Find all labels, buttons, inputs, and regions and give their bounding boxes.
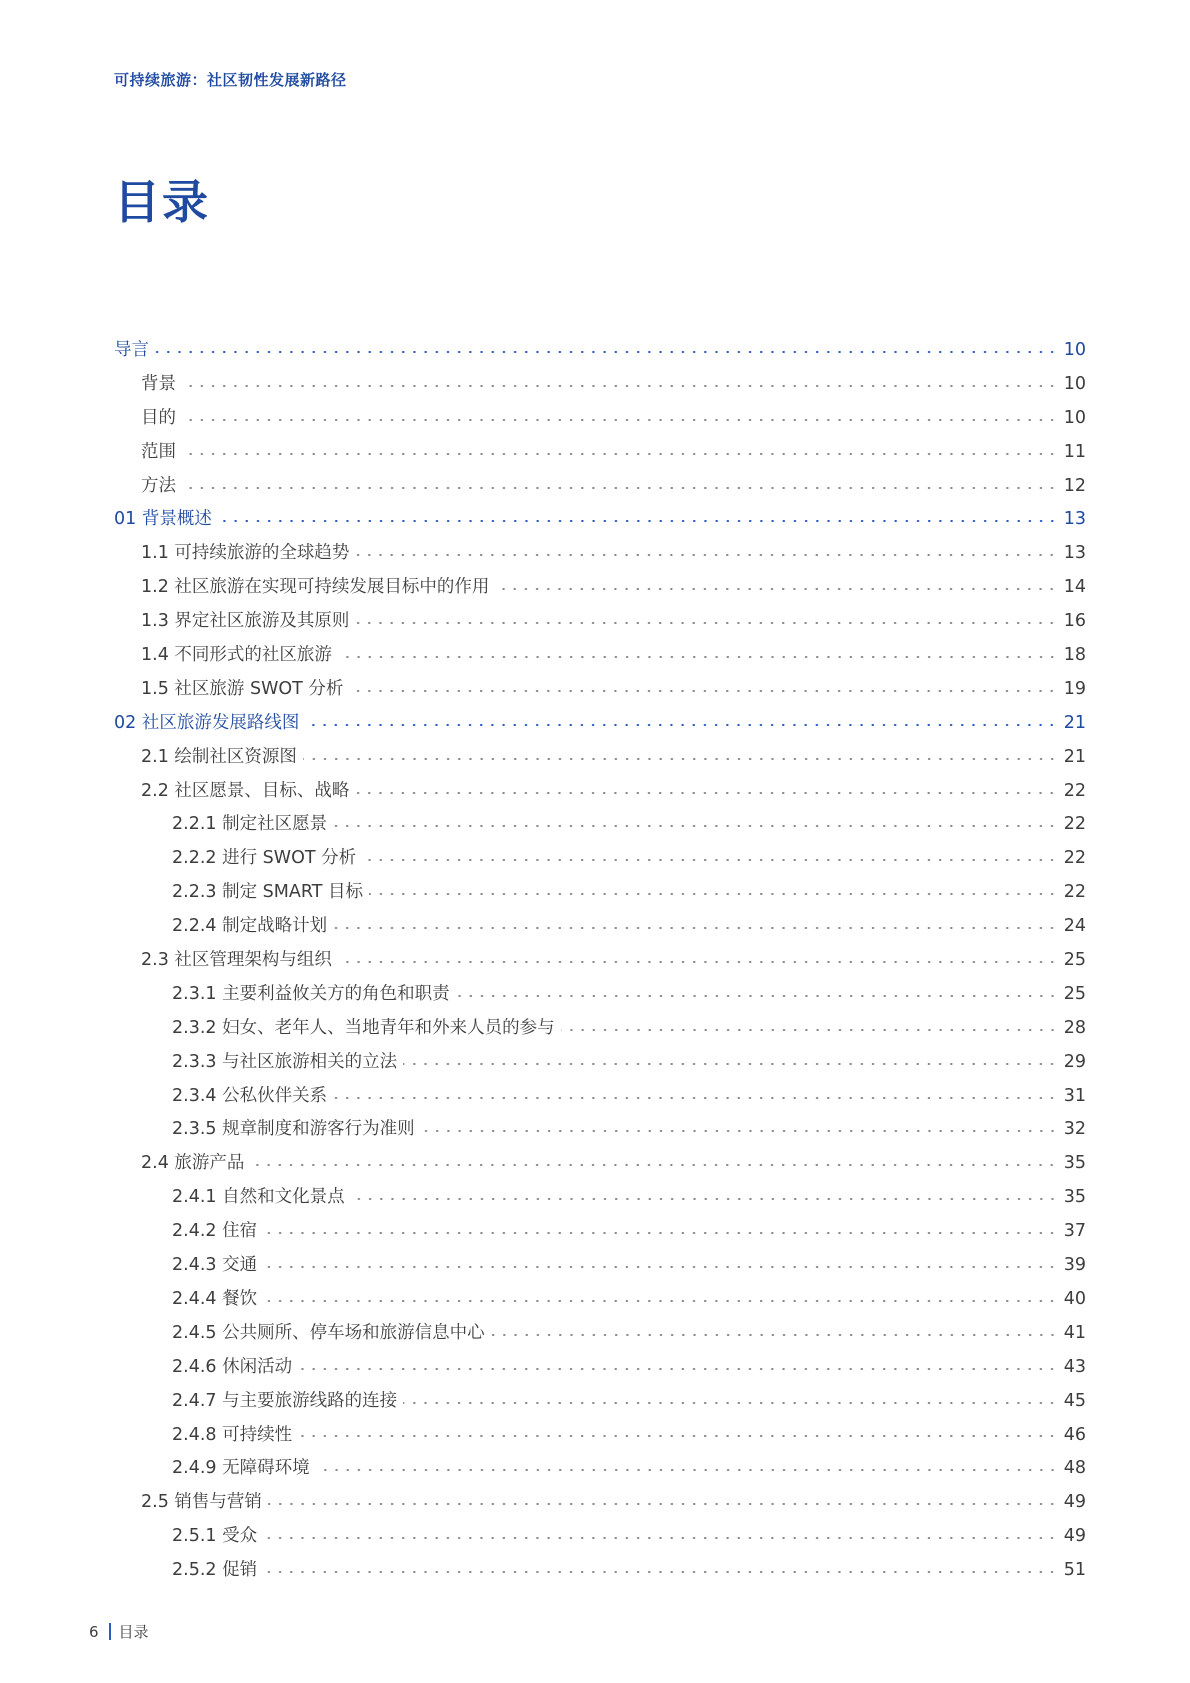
toc-page-number: 13 <box>1063 543 1086 564</box>
toc-page-number: 19 <box>1063 678 1086 699</box>
toc-entry-label: 方法 <box>141 475 176 496</box>
toc-subsection-entry[interactable] <box>114 1351 1086 1385</box>
dot-leader <box>456 995 1058 997</box>
dot-leader <box>403 1402 1058 1404</box>
page-title: 目录 <box>114 175 210 229</box>
dot-leader <box>316 1469 1058 1471</box>
toc-page-number: 37 <box>1063 1221 1086 1242</box>
dot-leader <box>263 1537 1058 1539</box>
footer-separator <box>109 1623 111 1640</box>
dot-leader <box>421 1130 1058 1132</box>
toc-subsection-entry[interactable] <box>114 1283 1086 1317</box>
toc-page-number: 45 <box>1063 1390 1086 1411</box>
dot-leader <box>250 1164 1057 1166</box>
toc-page-number: 11 <box>1063 441 1086 462</box>
toc-entry-label: 1.4 不同形式的社区旅游 <box>141 645 332 666</box>
dot-leader <box>338 961 1058 963</box>
toc-page-number: 13 <box>1063 509 1086 530</box>
toc-section-entry[interactable] <box>114 673 1086 707</box>
toc-chapter-entry[interactable] <box>114 503 1086 537</box>
dot-leader <box>263 1266 1058 1268</box>
toc-page-number: 41 <box>1063 1322 1086 1343</box>
toc-section-entry[interactable] <box>114 741 1086 775</box>
dot-leader <box>333 825 1058 827</box>
toc-page-number: 22 <box>1063 848 1086 869</box>
toc-section-entry[interactable] <box>114 775 1086 809</box>
dot-leader <box>182 419 1058 421</box>
toc-entry-label: 2.3.1 主要利益攸关方的角色和职责 <box>172 983 450 1004</box>
toc-entry-label: 2.2.2 进行 SWOT 分析 <box>172 848 357 869</box>
toc-page-number: 16 <box>1063 611 1086 632</box>
toc-entry-label: 2.4.1 自然和文化景点 <box>172 1187 345 1208</box>
dot-leader <box>561 1029 1058 1031</box>
dot-leader <box>351 1198 1058 1200</box>
toc-subsection-entry[interactable] <box>114 842 1086 876</box>
toc-subsection-entry[interactable] <box>114 1012 1086 1046</box>
toc-page-number: 40 <box>1063 1288 1086 1309</box>
dot-leader <box>355 554 1057 556</box>
dot-leader <box>333 1097 1058 1099</box>
toc-entry-label: 2.5.2 促销 <box>172 1560 258 1581</box>
toc-page-number: 31 <box>1063 1085 1086 1106</box>
toc-entry-label: 目的 <box>141 407 176 428</box>
toc-entry-label: 2.3 社区管理架构与组织 <box>141 950 332 971</box>
dot-leader <box>403 1063 1058 1065</box>
toc-subsection-entry[interactable] <box>114 1181 1086 1215</box>
dot-leader <box>182 453 1058 455</box>
toc-entry-label: 背景 <box>141 373 176 394</box>
dot-leader <box>263 1571 1058 1573</box>
toc-page-number: 29 <box>1063 1051 1086 1072</box>
toc-subsection-entry[interactable] <box>114 1554 1086 1588</box>
dot-leader <box>218 520 1058 522</box>
toc-subsection-entry[interactable] <box>114 1317 1086 1351</box>
toc-page-number: 51 <box>1063 1560 1086 1581</box>
toc-page-number: 24 <box>1063 916 1086 937</box>
toc-page-number: 48 <box>1063 1458 1086 1479</box>
toc-page-number: 43 <box>1063 1356 1086 1377</box>
dot-leader <box>338 656 1058 658</box>
toc-entry-label: 2.3.4 公私伙伴关系 <box>172 1085 328 1106</box>
toc-page-number: 32 <box>1063 1119 1086 1140</box>
toc-entry-label: 2.2 社区愿景、目标、战略 <box>141 780 350 801</box>
toc-entry-label: 2.2.3 制定 SMART 目标 <box>172 882 363 903</box>
toc-subsection-entry[interactable] <box>114 1419 1086 1453</box>
page-number: 6 <box>89 1622 99 1641</box>
dot-leader <box>355 622 1057 624</box>
toc-subsection-entry[interactable] <box>114 1046 1086 1080</box>
toc-entry-label: 2.4.6 休闲活动 <box>172 1356 293 1377</box>
toc-section-entry[interactable] <box>114 537 1086 571</box>
toc-page-number: 22 <box>1063 780 1086 801</box>
dot-leader <box>355 792 1057 794</box>
toc-section-entry[interactable] <box>114 639 1086 673</box>
toc-entry-label: 01 背景概述 <box>114 509 212 530</box>
dot-leader <box>182 385 1058 387</box>
dot-leader <box>298 1435 1058 1437</box>
toc-section-entry[interactable] <box>114 368 1086 402</box>
toc-page-number: 21 <box>1063 746 1086 767</box>
toc-section-entry[interactable] <box>114 402 1086 436</box>
toc-section-entry[interactable] <box>114 1147 1086 1181</box>
toc-subsection-entry[interactable] <box>114 876 1086 910</box>
toc-page-number: 28 <box>1063 1017 1086 1038</box>
toc-section-entry[interactable] <box>114 605 1086 639</box>
dot-leader <box>263 1300 1058 1302</box>
toc-page-number: 35 <box>1063 1153 1086 1174</box>
toc-subsection-entry[interactable] <box>114 1452 1086 1486</box>
toc-subsection-entry[interactable] <box>114 1385 1086 1419</box>
dot-leader <box>333 927 1058 929</box>
toc-entry-label: 范围 <box>141 441 176 462</box>
toc-entry-label: 2.5.1 受众 <box>172 1526 258 1547</box>
dot-leader <box>495 588 1057 590</box>
toc-entry-label: 导言 <box>114 340 149 360</box>
toc-page-number: 22 <box>1063 814 1086 835</box>
toc-page-number: 39 <box>1063 1255 1086 1276</box>
toc-entry-label: 02 社区旅游发展路线图 <box>114 712 300 733</box>
dot-leader <box>268 1503 1058 1505</box>
running-header: 可持续旅游：社区韧性发展新路径 <box>114 71 347 89</box>
toc-entry-label: 2.3.5 规章制度和游客行为准则 <box>172 1119 415 1140</box>
toc-entry-label: 2.1 绘制社区资源图 <box>141 746 297 767</box>
toc-subsection-entry[interactable] <box>114 910 1086 944</box>
toc-subsection-entry[interactable] <box>114 1080 1086 1114</box>
toc-page-number: 21 <box>1063 712 1086 733</box>
toc-entry-label: 2.4 旅游产品 <box>141 1153 245 1174</box>
toc-section-entry[interactable] <box>114 436 1086 470</box>
dot-leader <box>369 893 1058 895</box>
toc-page-number: 35 <box>1063 1187 1086 1208</box>
page-footer <box>89 1621 149 1642</box>
toc-page-number: 25 <box>1063 950 1086 971</box>
toc-section-entry[interactable] <box>114 470 1086 504</box>
toc-entry-label: 2.4.2 住宿 <box>172 1221 258 1242</box>
toc-page-number: 25 <box>1063 983 1086 1004</box>
toc-section-entry[interactable] <box>114 1486 1086 1520</box>
toc-entry-label: 2.4.4 餐饮 <box>172 1288 258 1309</box>
dot-leader <box>491 1334 1058 1336</box>
footer-section-label: 目录 <box>118 1623 149 1641</box>
toc-entry-label: 2.4.9 无障碍环境 <box>172 1458 310 1479</box>
toc-subsection-entry[interactable] <box>114 1249 1086 1283</box>
toc-entry-label: 2.4.3 交通 <box>172 1255 258 1276</box>
dot-leader <box>182 487 1058 489</box>
toc-page-number: 49 <box>1063 1492 1086 1513</box>
toc-section-entry[interactable] <box>114 571 1086 605</box>
toc-entry-label: 2.2.1 制定社区愿景 <box>172 814 328 835</box>
dot-leader <box>303 758 1058 760</box>
toc-subsection-entry[interactable] <box>114 808 1086 842</box>
toc-entry-label: 2.2.4 制定战略计划 <box>172 916 328 937</box>
toc-entry-label: 2.4.7 与主要旅游线路的连接 <box>172 1390 398 1411</box>
toc-section-entry[interactable] <box>114 944 1086 978</box>
toc-entry-label: 1.3 界定社区旅游及其原则 <box>141 611 350 632</box>
dot-leader <box>298 1368 1058 1370</box>
toc-page-number: 46 <box>1063 1424 1086 1445</box>
dot-leader <box>263 1232 1058 1234</box>
toc-subsection-entry[interactable] <box>114 1520 1086 1554</box>
toc-page-number: 22 <box>1063 882 1086 903</box>
toc-subsection-entry[interactable] <box>114 1113 1086 1147</box>
toc-page-number: 14 <box>1063 577 1086 598</box>
toc-chapter-entry[interactable] <box>114 707 1086 741</box>
dot-leader <box>155 351 1058 353</box>
toc-page-number: 12 <box>1063 475 1086 496</box>
toc-page-number: 10 <box>1063 340 1086 360</box>
toc-page-number: 10 <box>1063 407 1086 428</box>
toc-entry-label: 2.4.8 可持续性 <box>172 1424 293 1445</box>
toc-entry-label: 1.2 社区旅游在实现可持续发展目标中的作用 <box>141 577 490 598</box>
toc-entry-label: 2.4.5 公共厕所、停车场和旅游信息中心 <box>172 1322 485 1343</box>
toc-page-number: 10 <box>1063 373 1086 394</box>
toc-subsection-entry[interactable] <box>114 978 1086 1012</box>
toc-entry-label: 2.5 销售与营销 <box>141 1492 262 1513</box>
toc-entry-label: 1.5 社区旅游 SWOT 分析 <box>141 678 344 699</box>
table-of-contents <box>114 334 1086 1588</box>
toc-entry-label: 2.3.3 与社区旅游相关的立法 <box>172 1051 398 1072</box>
dot-leader <box>349 690 1057 692</box>
dot-leader <box>362 859 1058 861</box>
toc-subsection-entry[interactable] <box>114 1215 1086 1249</box>
toc-entry-label: 1.1 可持续旅游的全球趋势 <box>141 543 350 564</box>
dot-leader <box>305 724 1057 726</box>
toc-chapter-entry[interactable] <box>114 334 1086 368</box>
toc-entry-label: 2.3.2 妇女、老年人、当地青年和外来人员的参与 <box>172 1017 555 1038</box>
toc-page-number: 18 <box>1063 645 1086 666</box>
toc-page-number: 49 <box>1063 1526 1086 1547</box>
